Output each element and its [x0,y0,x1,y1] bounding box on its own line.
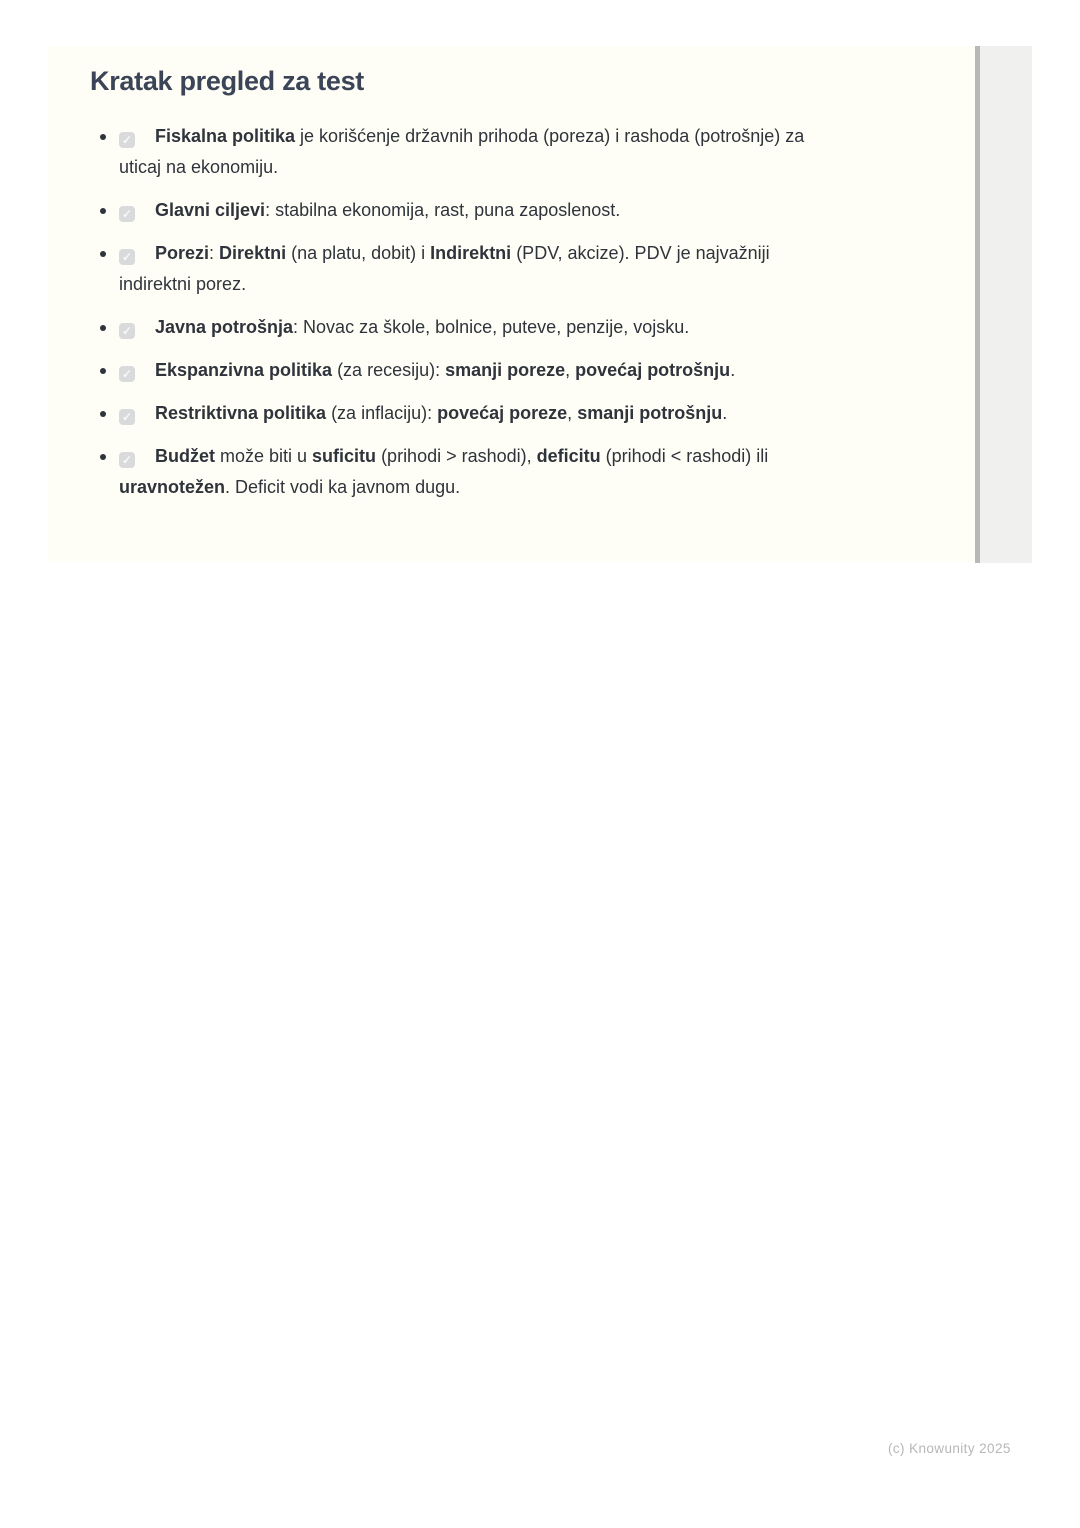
list-item [119,312,829,343]
checkbox-checked-icon[interactable]: ✓ [119,366,135,382]
list-item [119,441,829,503]
page-title: Kratak pregled za test [90,66,364,96]
checkbox-checked-icon[interactable]: ✓ [119,323,135,339]
summary-card [48,46,975,561]
list-item-text: Glavni ciljevi: stabilna ekonomija, rast, puna zaposlenost. [155,200,621,220]
summary-list [90,121,945,503]
list-item-text: Porezi: Direktni (na platu, dobit) i Indirektni (PDV, akcize). PDV je najvažniji indirektni porez. [119,243,770,294]
checkbox-checked-icon[interactable]: ✓ [119,132,135,148]
list-item [119,355,829,386]
list-item-text: Restriktivna politika (za inflaciju): povećaj poreze, smanji potrošnju. [155,403,728,423]
list-item-text: Ekspanzivna politika (za recesiju): smanji poreze, povećaj potrošnju. [155,360,736,380]
copyright-footer: (c) Knowunity 2025 [888,1441,1011,1456]
checkbox-checked-icon[interactable]: ✓ [119,452,135,468]
checkbox-checked-icon[interactable]: ✓ [119,249,135,265]
list-item [119,195,829,226]
side-panel [975,46,1032,563]
list-item-text: Budžet može biti u suficitu (prihodi > rashodi), deficitu (prihodi < rashodi) ili uravnotežen. Deficit vodi ka javnom dugu. [119,446,769,497]
scrollbar-thumb[interactable] [975,46,980,563]
list-item-text: Javna potrošnja: Novac za škole, bolnice, puteve, penzije, vojsku. [155,317,690,337]
list-item [119,398,829,429]
checkbox-checked-icon[interactable]: ✓ [119,206,135,222]
checkbox-checked-icon[interactable]: ✓ [119,409,135,425]
list-item [119,121,829,183]
list-item-text: Fiskalna politika je korišćenje državnih prihoda (poreza) i rashoda (potrošnje) za uticaj na ekonomiju. [119,126,805,177]
list-item [119,238,829,300]
